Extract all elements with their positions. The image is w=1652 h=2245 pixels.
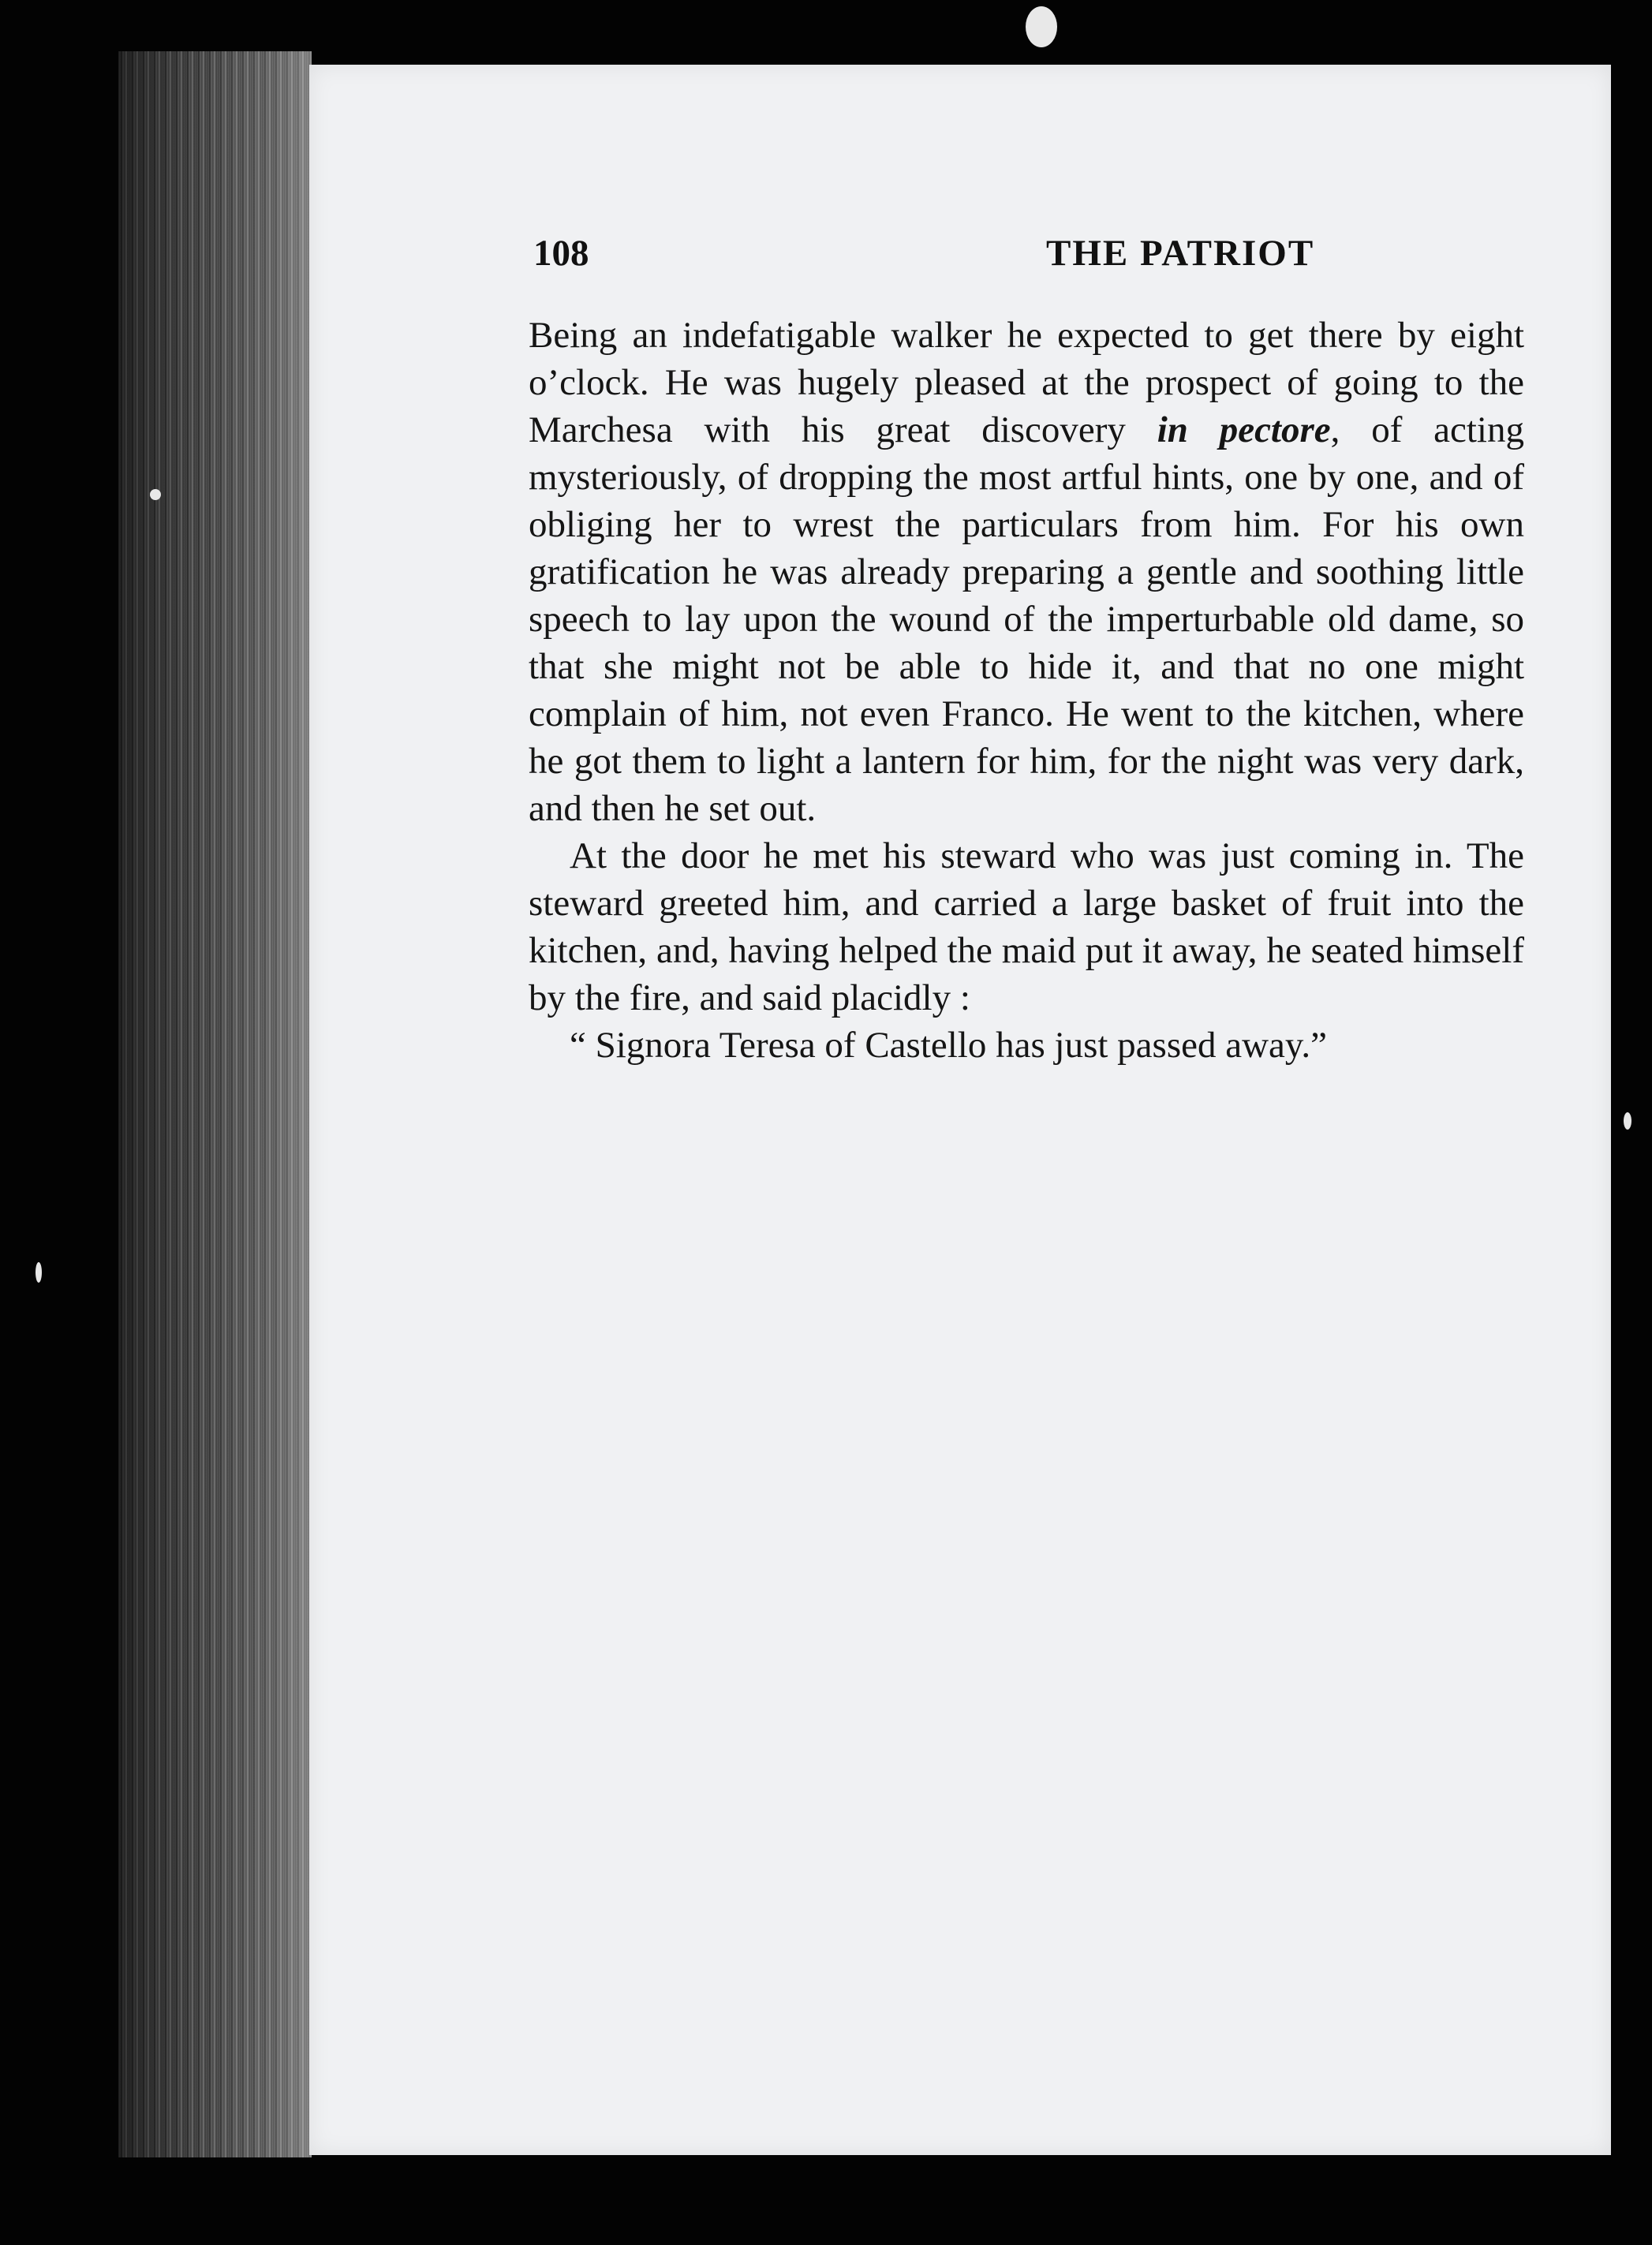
running-title: THE PATRIOT bbox=[1046, 233, 1315, 274]
paragraph-3: “ Signora Teresa of Castello has just passed away.” bbox=[570, 1025, 1327, 1066]
scan-artifact bbox=[36, 1262, 42, 1283]
paragraph-1 bbox=[529, 312, 1524, 832]
body-text bbox=[529, 312, 1524, 1069]
paragraph-2: At the door he met his steward who was just coming in. The steward greeted him, and carried a large basket of fruit into the kitchen, and, having helped the maid put it away, he seated himself by the fire, and said placidly : bbox=[529, 835, 1524, 1018]
italic-phrase: in pectore bbox=[1157, 409, 1331, 450]
scan-artifact bbox=[1624, 1112, 1631, 1130]
paragraph-1-text-a: Being an indefatigable walker he expected to get there by eight o’clock. He was hugely pleased at the prospect of going to the Marchesa with his great discovery bbox=[529, 315, 1524, 450]
scan-artifact bbox=[150, 489, 161, 500]
scan-artifact bbox=[1026, 6, 1057, 47]
book-page-edges bbox=[118, 51, 312, 2157]
page-number: 108 bbox=[533, 233, 589, 274]
running-header bbox=[533, 232, 1652, 295]
paragraph-1-text-b: , of acting mysteriously, of dropping the most artful hints, one by one, and of obliging her to wrest the particulars from him. For his own gratification he was already preparing a gentle and soothing little speech to lay upon the wound of the imperturbable old dame, so that she might not be able to hide it, and that no one might complain of him, not even Franco. He went to the kitchen, where he got them to light a lantern for him, for the night was very dark, and then he set out. bbox=[529, 409, 1524, 829]
